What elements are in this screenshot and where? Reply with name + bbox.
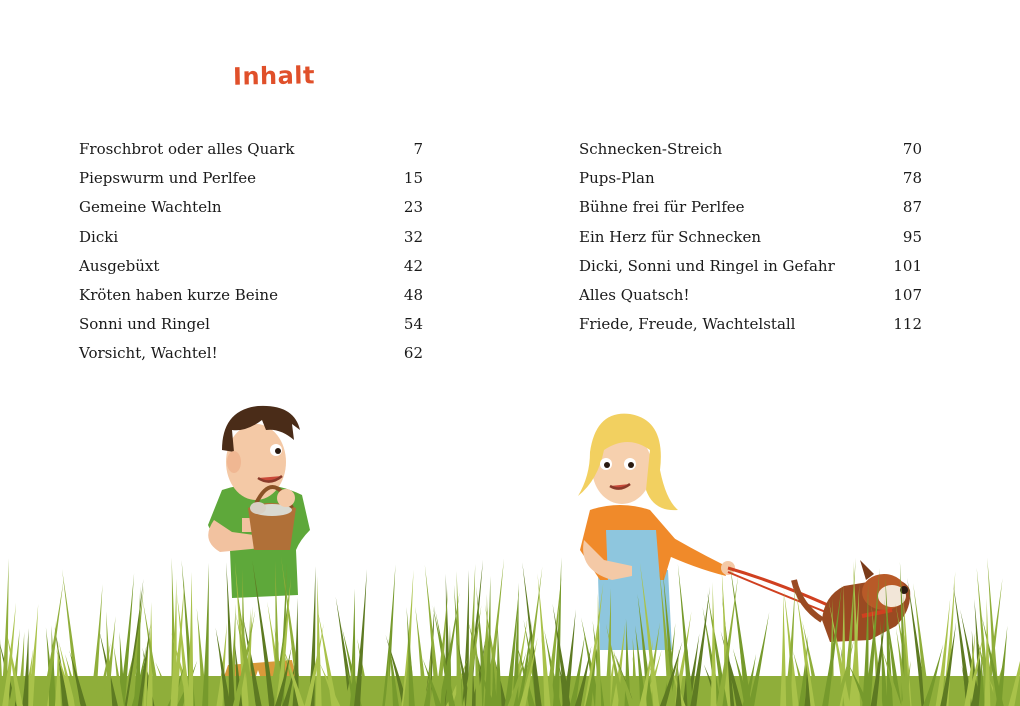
page-title: Inhalt [232, 61, 316, 91]
toc-entry [79, 227, 423, 256]
toc-entry-title: Piepswurm und Perlfee [79, 169, 256, 188]
toc-entry-title: Vorsicht, Wachtel! [79, 344, 218, 363]
toc-entry-title: Ausgebüxt [79, 256, 160, 275]
toc-entry-title: Gemeine Wachteln [79, 198, 222, 217]
toc-entry [579, 256, 922, 285]
toc-entry-page: 54 [403, 315, 423, 334]
toc-entry-page: 7 [413, 140, 423, 158]
toc-entry [79, 168, 423, 197]
toc-entry [579, 227, 922, 256]
toc-entry-title: Schnecken-Streich [579, 140, 723, 158]
toc-entry-page: 62 [403, 344, 423, 363]
toc-entry [79, 139, 423, 168]
toc-entry-title: Pups-Plan [579, 169, 655, 188]
toc-left-column [79, 139, 423, 373]
toc-entry-title: Froschbrot oder alles Quark [79, 140, 295, 158]
toc-entry-page: 78 [902, 169, 922, 188]
toc-entry-page: 48 [403, 285, 423, 304]
toc-entry [79, 314, 423, 343]
toc-entry [579, 139, 922, 168]
toc-entry-page: 42 [403, 256, 423, 275]
toc-entry-title: Ein Herz für Schnecken [579, 227, 762, 246]
toc-entry-title: Friede, Freude, Wachtelstall [579, 315, 796, 334]
girl-arm-right [660, 530, 726, 576]
toc-entry-page: 95 [902, 227, 922, 246]
toc-entry [79, 256, 423, 285]
toc-entry-title: Dicki [79, 227, 119, 246]
toc-entry-page: 107 [893, 285, 922, 304]
toc-entry-page: 101 [893, 256, 922, 275]
toc-entry-title: Alles Quatsch! [579, 285, 690, 304]
toc-entry [579, 285, 922, 314]
toc-entry-page: 23 [403, 198, 423, 217]
toc-entry-page: 87 [902, 198, 922, 217]
toc-entry-title: Dicki, Sonni und Ringel in Gefahr [579, 256, 835, 275]
meadow-illustration [0, 380, 1020, 706]
toc-entry [79, 197, 423, 226]
toc-entry [79, 285, 423, 314]
boy-ear [227, 451, 241, 473]
toc-entry [79, 343, 423, 372]
toc-entry [579, 197, 922, 226]
toc-right-column [579, 139, 922, 343]
toc-entry-page: 112 [893, 315, 922, 334]
toc-entry-title: Kröten haben kurze Beine [79, 285, 278, 304]
toc-entry-page: 70 [902, 140, 922, 158]
boy-hand [277, 489, 295, 507]
toc-entry-title: Sonni und Ringel [79, 315, 210, 334]
toc-entry-title: Bühne frei für Perlfee [579, 198, 745, 217]
toc-entry [579, 168, 922, 197]
toc-entry-page: 15 [403, 169, 423, 188]
girl-illustration [578, 414, 735, 650]
toc-entry [579, 314, 922, 343]
grass-blade [780, 593, 786, 706]
toc-entry-page: 32 [403, 227, 423, 246]
